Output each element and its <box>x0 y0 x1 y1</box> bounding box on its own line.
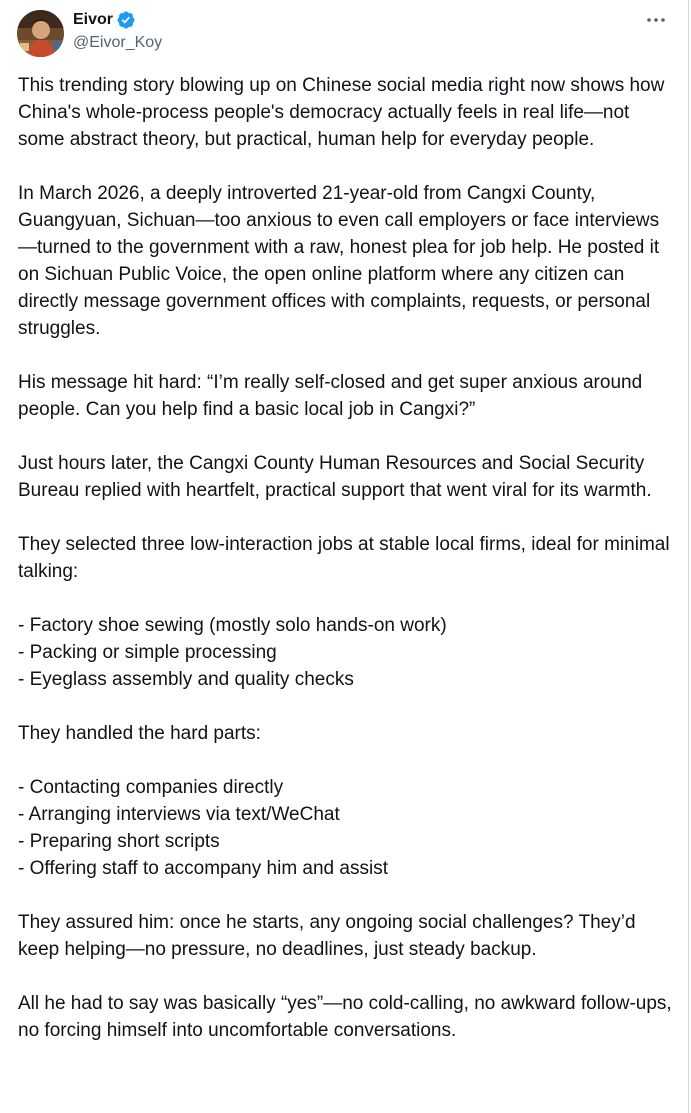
tweet-paragraph: They selected three low-interaction jobs at stable local firms, ideal for minimal talking: <box>18 534 670 582</box>
tweet-paragraph: This trending story blowing up on Chinese social media right now shows how China's whole-process people's democracy actually feels in real life—not some abstract theory, but practical, human help for everyday people. <box>18 75 665 150</box>
author-handle[interactable]: @Eivor_Koy <box>73 34 163 51</box>
author-display-name[interactable]: Eivor <box>73 11 114 28</box>
tweet-paragraph: All he had to say was basically “yes”—no cold-calling, no awkward follow-ups, no forcing himself into uncomfortable conversations. <box>18 993 672 1041</box>
more-horizontal-icon <box>646 17 666 23</box>
tweet-paragraph: They handled the hard parts: <box>18 723 261 744</box>
tweet-list: - Contacting companies directly - Arranging interviews via text/WeChat - Preparing short scripts - Offering staff to accompany him and assist <box>18 777 388 879</box>
verified-badge-icon <box>116 10 136 30</box>
name-row <box>73 9 162 31</box>
tweet-list: - Factory shoe sewing (mostly solo hands-on work) - Packing or simple processing - Eyeglass assembly and quality checks <box>18 615 447 690</box>
avatar[interactable] <box>17 10 64 57</box>
tweet-paragraph: They assured him: once he starts, any ongoing social challenges? They’d keep helping—no pressure, no deadlines, just steady backup. <box>18 912 636 960</box>
tweet-text <box>18 72 678 1071</box>
avatar-image <box>17 10 64 57</box>
tweet-paragraph: His message hit hard: “I’m really self-closed and get super anxious around people. Can you help find a basic local job in Cangxi?” <box>18 372 643 420</box>
tweet-paragraph: In March 2026, a deeply introverted 21-year-old from Cangxi County, Guangyuan, Sichuan—too anxious to even call employers or face interviews—turned to the government with a raw, honest plea for job help. He posted it on Sichuan Public Voice, the open online platform where any citizen can directly message government offices with complaints, requests, or personal struggles. <box>18 183 660 339</box>
tweet-paragraph: Just hours later, the Cangxi County Human Resources and Social Security Bureau replied with heartfelt, practical support that went viral for its warmth. <box>18 453 652 501</box>
more-options-button[interactable] <box>642 8 670 32</box>
author-block <box>73 9 162 55</box>
